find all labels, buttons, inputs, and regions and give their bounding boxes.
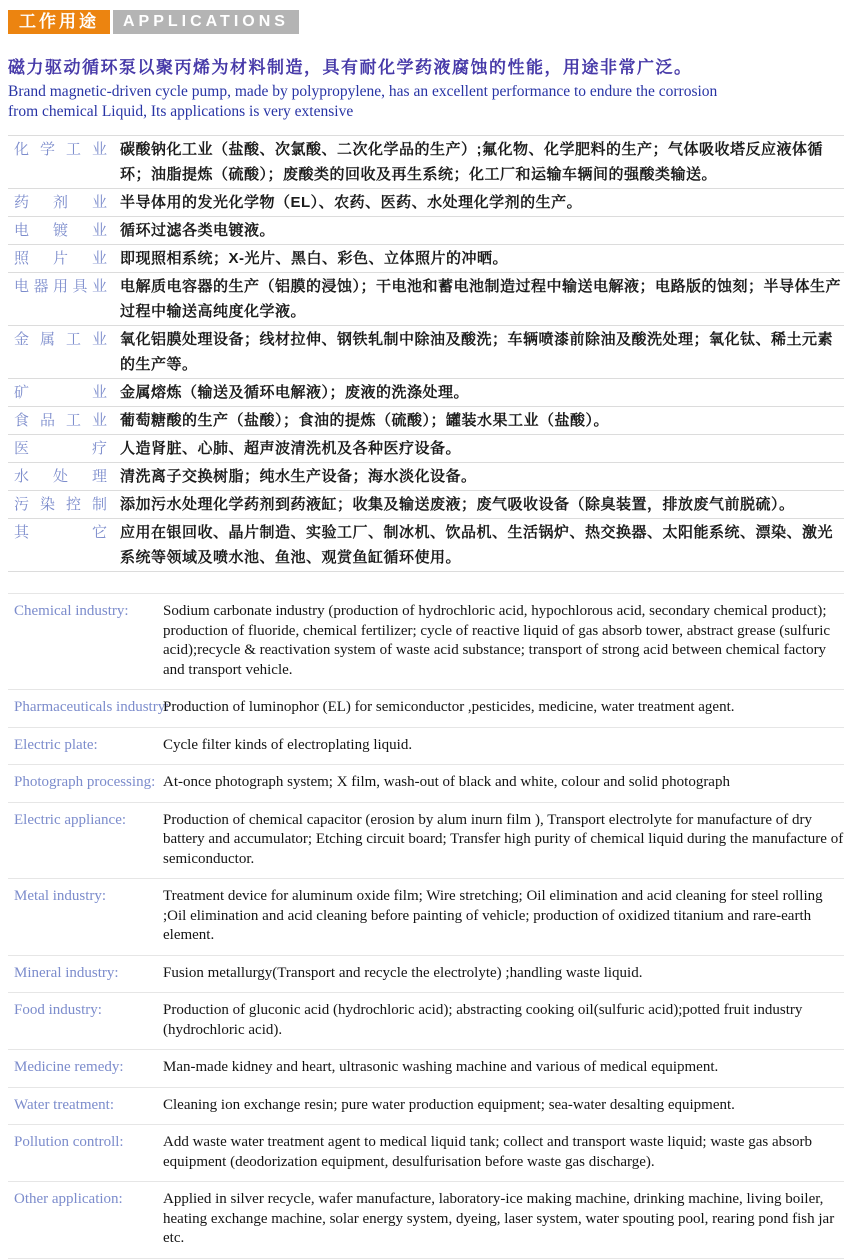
industry-label-en: Water treatment:	[14, 1096, 114, 1113]
industry-label-cn: 矿业	[14, 384, 107, 401]
table-row	[8, 765, 844, 803]
table-row	[8, 728, 844, 766]
industry-description-en: Production of chemical capacitor (erosion by alum inurn film ), Transport electrolyte for manufacture of dry battery and accumulator; Etching circuit board; Transfer high purity of chemical liquid during the manufacture of semiconductor.	[163, 811, 844, 867]
table-row	[8, 273, 844, 326]
table-row	[8, 879, 844, 956]
table-row	[8, 491, 844, 519]
intro-paragraph-cn: 磁力驱动循环泵以聚丙烯为材料制造，具有耐化学药液腐蚀的性能，用途非常广泛。	[8, 58, 693, 77]
industry-description-cn: 添加污水处理化学药剂到药液缸；收集及输送废液；废气吸收设备（除臭装置，排放废气前脱硫）。	[120, 496, 795, 513]
table-row	[8, 956, 844, 994]
industry-label-cn: 电器用具业	[14, 278, 107, 295]
industry-description-en: Production of luminophor (EL) for semiconductor ,pesticides, medicine, water treatment agent.	[163, 699, 735, 715]
table-row	[8, 326, 844, 379]
industry-description-cn: 半导体用的发光化学物（EL）、农药、医药、水处理化学剂的生产。	[120, 194, 583, 211]
table-row	[8, 594, 844, 690]
industry-description-cn: 碳酸钠化工业（盐酸、次氯酸、二次化学品的生产）;氟化物、化学肥料的生产；气体吸收塔反应液体循环；油脂提炼（硫酸）；废酸类的回收及再生系统；化工厂和运输车辆间的强酸类输送。	[120, 141, 823, 183]
table-row	[8, 690, 844, 728]
table-row	[8, 1050, 844, 1088]
industry-description-cn: 应用在银回收、晶片制造、实验工厂、制冰机、饮品机、生活锅炉、热交换器、太阳能系统、漂染、激光系统等领域及喷水池、鱼池、观赏鱼缸循环使用。	[120, 524, 834, 566]
industry-label-en: Food industry:	[14, 1002, 102, 1018]
industry-description-en: Add waste water treatment agent to medical liquid tank; collect and transport waste liquid; waste gas absorb equipment (deodorization equipment, desulfurisation before waste gas discharge).	[163, 1134, 812, 1170]
industry-label-cn: 照片业	[14, 250, 107, 267]
table-row	[8, 1088, 844, 1126]
industry-label-cn: 污染控制	[14, 496, 107, 513]
industry-label-cn: 水处理	[14, 468, 107, 485]
table-row	[8, 1125, 844, 1182]
industry-label-cn: 食品工业	[14, 412, 107, 429]
industry-label-cn: 电镀业	[14, 222, 107, 239]
industry-description-en: Cycle filter kinds of electroplating liquid.	[163, 736, 413, 753]
table-row	[8, 463, 844, 491]
industry-label-en: Pollution controll:	[14, 1134, 124, 1150]
table-row	[8, 1182, 844, 1259]
industry-label-en: Electric appliance:	[14, 811, 127, 828]
table-row	[8, 245, 844, 273]
intro-en-line1: Brand magnetic-driven cycle pump, made by polypropylene, has an excellent performance to endure the corrosion	[8, 83, 718, 100]
industry-description-en: Cleaning ion exchange resin; pure water production equipment; sea-water desalting equipment.	[163, 1096, 735, 1113]
industry-label-cn: 化学工业	[14, 141, 107, 158]
industry-description-en: At-once photograph system; X film, wash-out of black and white, colour and solid photograph	[163, 774, 730, 790]
section-header	[8, 10, 844, 34]
table-row	[8, 217, 844, 245]
industry-label-en: Metal industry:	[14, 888, 107, 904]
industry-description-en: Fusion metallurgy(Transport and recycle the electrolyte) ;handling waste liquid.	[163, 964, 643, 981]
section-title-cn: 工作用途	[8, 10, 110, 34]
industry-description-cn: 金属熔炼（输送及循环电解液）；废液的洗涤处理。	[120, 384, 470, 401]
industry-label-cn: 其它	[14, 524, 107, 541]
industry-label-cn: 金属工业	[14, 331, 107, 348]
table-row	[8, 803, 844, 880]
industry-description-cn: 清洗离子交换树脂；纯水生产设备；海水淡化设备。	[120, 468, 477, 485]
industry-description-cn: 氧化铝膜处理设备；线材拉伸、钢铁轧制中除油及酸洗；车辆喷漆前除油及酸洗处理；氧化钛、稀土元素的生产等。	[120, 331, 834, 373]
industry-description-cn: 电解质电容器的生产（铝膜的浸蚀）；干电池和蓄电池制造过程中输送电解液；电路版的蚀刻；半导体生产过程中输送高纯度化学液。	[120, 278, 842, 320]
applications-table-en	[8, 593, 844, 1259]
table-row	[8, 189, 844, 217]
industry-description-cn: 人造肾脏、心肺、超声波清洗机及各种医疗设备。	[120, 440, 462, 457]
table-row	[8, 519, 844, 572]
table-row	[8, 407, 844, 435]
table-row	[8, 136, 844, 189]
industry-description-cn: 即现照相系统；X-光片、黑白、彩色、立体照片的冲晒。	[120, 250, 509, 267]
industry-label-en: Mineral industry:	[14, 964, 119, 981]
section-title-en: APPLICATIONS	[113, 10, 299, 34]
industry-label-en: Pharmaceuticals industry:	[14, 699, 170, 715]
industry-description-en: Sodium carbonate industry (production of hydrochloric acid, hypochlorous acid, secondary chemical product); production of fluoride, chemical fertilizer; cycle of reactive liquid of gas absorb tower, abstract grease (sulfuric acid);recycle & reactivation system of waste acid substance; transport of strong acid between chemical factory and transport vehicle.	[163, 603, 831, 678]
industry-label-en: Other application:	[14, 1191, 123, 1207]
industry-description-cn: 循环过滤各类电镀液。	[120, 222, 276, 239]
industry-description-en: Production of gluconic acid (hydrochloric acid); abstracting cooking oil(sulfuric acid);potted fruit industry (hydrochloric acid).	[163, 1002, 803, 1038]
industry-description-en: Man-made kidney and heart, ultrasonic washing machine and various of medical equipment.	[163, 1059, 719, 1075]
industry-label-en: Electric plate:	[14, 736, 98, 753]
applications-table-cn	[8, 135, 844, 572]
industry-description-en: Applied in silver recycle, wafer manufacture, laboratory-ice making machine, drinking machine, living boiler, heating exchange machine, solar energy system, dyeing, laser system, water spouting pool, rearing pond fish jar etc.	[163, 1191, 835, 1246]
industry-label-en: Medicine remedy:	[14, 1059, 124, 1075]
industry-label-cn: 药剂业	[14, 194, 107, 211]
intro-paragraph-en	[8, 82, 844, 122]
industry-description-en: Treatment device for aluminum oxide film; Wire stretching; Oil elimination and acid cleaning for steel rolling ;Oil elimination and acid cleaning before painting of vehicle; production of oxidized titanium and rare-earth element.	[163, 888, 823, 943]
industry-label-en: Photograph processing:	[14, 774, 156, 790]
intro-en-line2: from chemical Liquid, Its applications is very extensive	[8, 103, 354, 120]
table-row	[8, 993, 844, 1050]
industry-description-cn: 葡萄糖酸的生产（盐酸）；食油的提炼（硫酸）；罐装水果工业（盐酸）。	[120, 412, 610, 429]
table-row	[8, 379, 844, 407]
industry-label-cn: 医疗	[14, 440, 107, 457]
table-row	[8, 435, 844, 463]
industry-label-en: Chemical industry:	[14, 603, 129, 619]
